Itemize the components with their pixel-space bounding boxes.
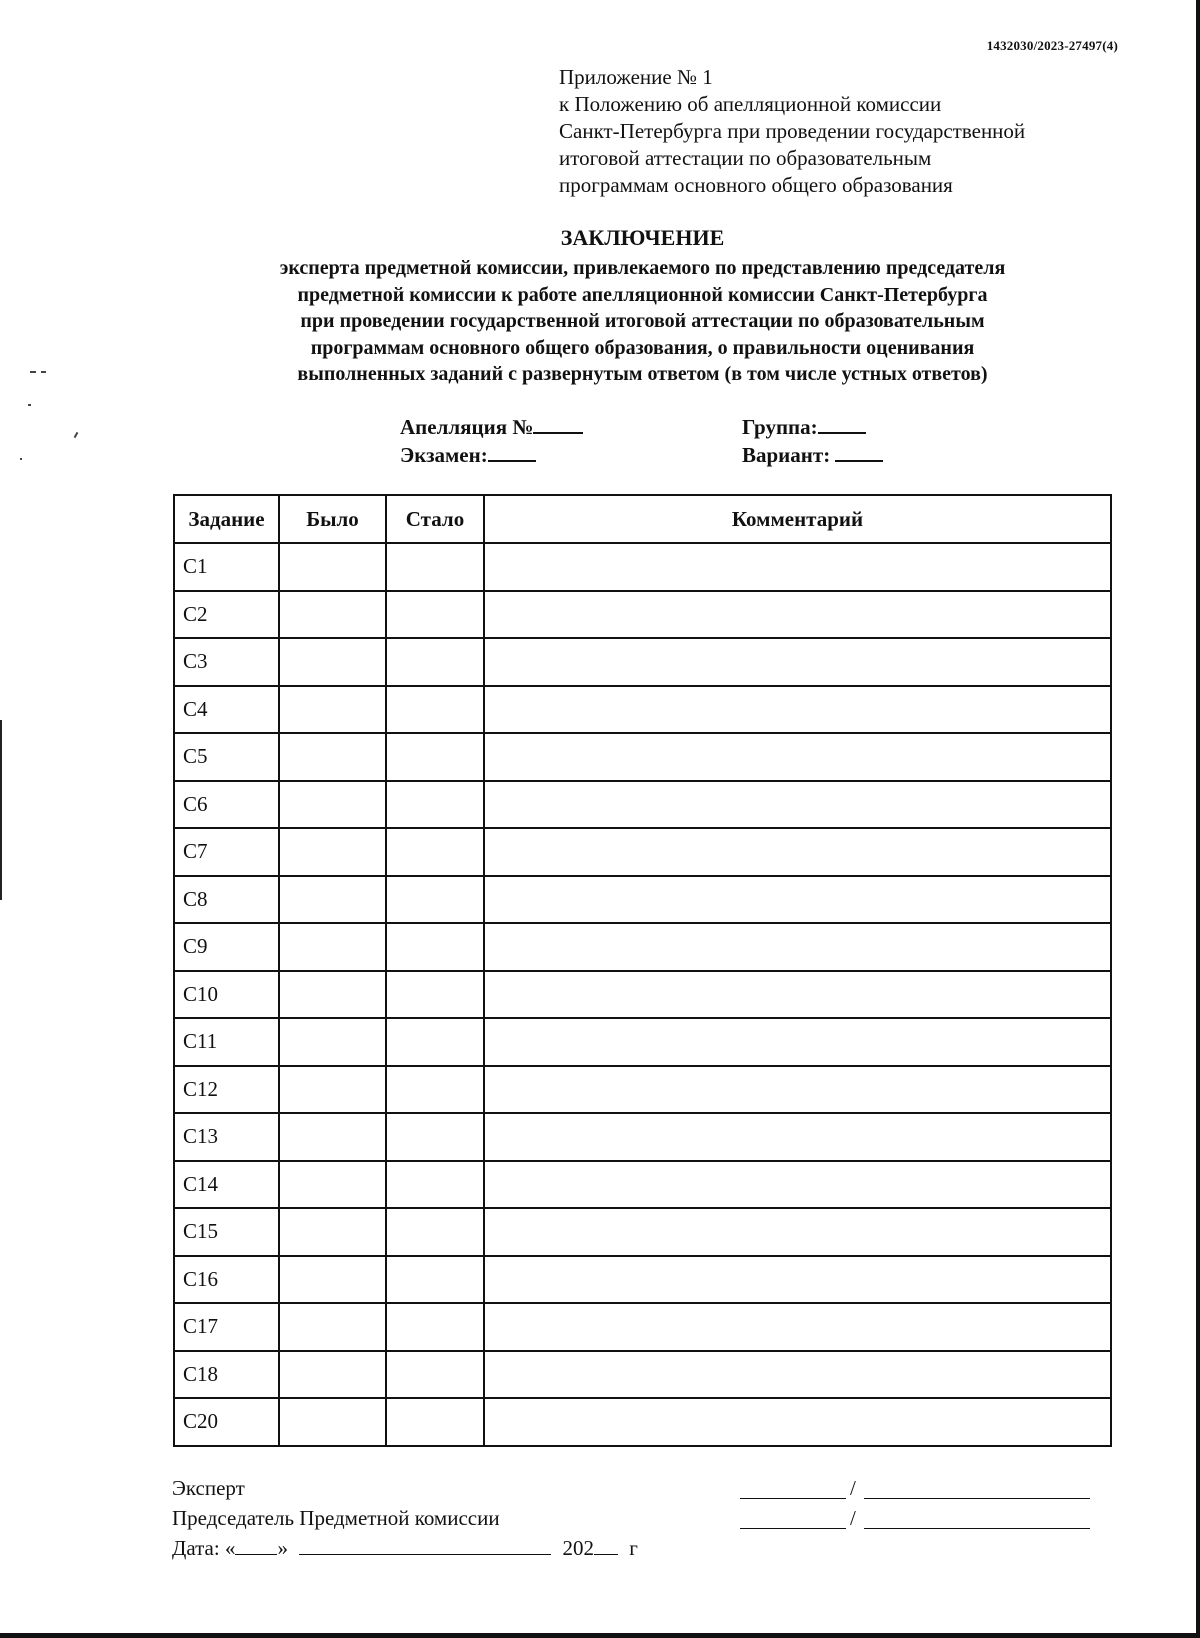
- chairman-label: Председатель Предметной комиссии: [172, 1506, 500, 1530]
- table-row: [174, 923, 1111, 971]
- became-score-cell[interactable]: [386, 686, 484, 734]
- date-label: Дата: «: [172, 1536, 236, 1560]
- task-cell: C18: [174, 1351, 279, 1399]
- became-score-cell[interactable]: [386, 923, 484, 971]
- table-row: [174, 1208, 1111, 1256]
- appendix-line: Приложение № 1: [559, 65, 713, 89]
- was-score-cell[interactable]: [279, 1256, 386, 1304]
- task-cell: C12: [174, 1066, 279, 1114]
- task-cell: C5: [174, 733, 279, 781]
- comment-cell[interactable]: [484, 733, 1111, 781]
- became-score-cell[interactable]: [386, 1208, 484, 1256]
- comment-cell[interactable]: [484, 1303, 1111, 1351]
- exam-field[interactable]: [400, 442, 536, 468]
- was-score-cell[interactable]: [279, 876, 386, 924]
- scan-speck: [28, 404, 31, 406]
- comment-cell[interactable]: [484, 686, 1111, 734]
- expert-label: Эксперт: [172, 1476, 245, 1500]
- became-score-cell[interactable]: [386, 543, 484, 591]
- expert-signature-line[interactable]: [740, 1498, 846, 1499]
- table-row: [174, 686, 1111, 734]
- chairman-signature-line[interactable]: [740, 1528, 846, 1529]
- comment-cell[interactable]: [484, 876, 1111, 924]
- comment-cell[interactable]: [484, 1256, 1111, 1304]
- became-score-cell[interactable]: [386, 733, 484, 781]
- scan-edge-left: [0, 720, 2, 900]
- was-score-cell[interactable]: [279, 923, 386, 971]
- was-score-cell[interactable]: [279, 1303, 386, 1351]
- was-score-cell[interactable]: [279, 1018, 386, 1066]
- date-year-prefix: 202: [562, 1536, 594, 1560]
- scan-speck: [74, 432, 79, 438]
- table-row: [174, 781, 1111, 829]
- became-score-cell[interactable]: [386, 876, 484, 924]
- table-row: [174, 1351, 1111, 1399]
- date-month-blank[interactable]: [299, 1538, 551, 1555]
- task-cell: C4: [174, 686, 279, 734]
- date-year-blank[interactable]: [594, 1538, 618, 1555]
- was-score-cell[interactable]: [279, 828, 386, 876]
- document-registration-number: 1432030/2023-27497(4): [986, 38, 1118, 53]
- became-score-cell[interactable]: [386, 591, 484, 639]
- task-cell: C9: [174, 923, 279, 971]
- comment-cell[interactable]: [484, 1398, 1111, 1446]
- group-blank[interactable]: [818, 414, 866, 434]
- table-row: [174, 591, 1111, 639]
- appeal-number-field[interactable]: [400, 414, 583, 440]
- became-score-cell[interactable]: [386, 1256, 484, 1304]
- scan-edge-bottom: [0, 1633, 1200, 1638]
- subtitle-line: эксперта предметной комиссии, привлекаемого по представлению председателя: [279, 257, 1006, 279]
- task-cell: C14: [174, 1161, 279, 1209]
- task-cell: C1: [174, 543, 279, 591]
- comment-cell[interactable]: [484, 1351, 1111, 1399]
- was-score-cell[interactable]: [279, 733, 386, 781]
- comment-cell[interactable]: [484, 971, 1111, 1019]
- comment-cell[interactable]: [484, 543, 1111, 591]
- table-row: [174, 1161, 1111, 1209]
- date-close-quote: »: [277, 1536, 288, 1560]
- became-score-cell[interactable]: [386, 1398, 484, 1446]
- table-row: [174, 1303, 1111, 1351]
- appendix-header: [559, 64, 1159, 199]
- was-score-cell[interactable]: [279, 1066, 386, 1114]
- column-header-was: Было: [279, 495, 386, 543]
- task-cell: C13: [174, 1113, 279, 1161]
- table-row: [174, 1066, 1111, 1114]
- comment-cell[interactable]: [484, 1208, 1111, 1256]
- expert-name-line[interactable]: [864, 1498, 1090, 1499]
- group-field[interactable]: [742, 414, 866, 440]
- table-row: [174, 1113, 1111, 1161]
- table-row: [174, 638, 1111, 686]
- was-score-cell[interactable]: [279, 1208, 386, 1256]
- was-score-cell[interactable]: [279, 1161, 386, 1209]
- group-label: Группа:: [742, 415, 818, 439]
- became-score-cell[interactable]: [386, 1303, 484, 1351]
- became-score-cell[interactable]: [386, 971, 484, 1019]
- became-score-cell[interactable]: [386, 781, 484, 829]
- chairman-name-line[interactable]: [864, 1528, 1090, 1529]
- comment-cell[interactable]: [484, 923, 1111, 971]
- appendix-line: итоговой аттестации по образовательным: [559, 146, 932, 170]
- was-score-cell[interactable]: [279, 591, 386, 639]
- table-row: [174, 1018, 1111, 1066]
- grading-table: [173, 494, 1112, 1447]
- document-title: ЗАКЛЮЧЕНИЕ: [560, 225, 725, 250]
- became-score-cell[interactable]: [386, 828, 484, 876]
- table-row: [174, 828, 1111, 876]
- comment-cell[interactable]: [484, 828, 1111, 876]
- was-score-cell[interactable]: [279, 1351, 386, 1399]
- comment-cell[interactable]: [484, 1161, 1111, 1209]
- task-cell: C16: [174, 1256, 279, 1304]
- appendix-line: программам основного общего образования: [559, 173, 953, 197]
- was-score-cell[interactable]: [279, 638, 386, 686]
- was-score-cell[interactable]: [279, 1113, 386, 1161]
- variant-blank[interactable]: [835, 442, 883, 462]
- table-row: [174, 1256, 1111, 1304]
- was-score-cell[interactable]: [279, 781, 386, 829]
- became-score-cell[interactable]: [386, 1113, 484, 1161]
- task-cell: C11: [174, 1018, 279, 1066]
- was-score-cell[interactable]: [279, 1398, 386, 1446]
- task-cell: C8: [174, 876, 279, 924]
- task-cell: C20: [174, 1398, 279, 1446]
- was-score-cell[interactable]: [279, 971, 386, 1019]
- task-cell: C17: [174, 1303, 279, 1351]
- comment-cell[interactable]: [484, 1018, 1111, 1066]
- column-header-became: Стало: [386, 495, 484, 543]
- exam-label: Экзамен:: [400, 443, 488, 467]
- became-score-cell[interactable]: [386, 1351, 484, 1399]
- appeal-number-blank[interactable]: [533, 414, 583, 434]
- task-cell: C3: [174, 638, 279, 686]
- exam-blank[interactable]: [488, 442, 536, 462]
- subtitle-line: предметной комиссии к работе апелляционной комиссии Санкт-Петербурга: [297, 283, 988, 306]
- task-cell: C15: [174, 1208, 279, 1256]
- was-score-cell[interactable]: [279, 543, 386, 591]
- date-year-suffix: г: [629, 1536, 638, 1560]
- table-row: [174, 971, 1111, 1019]
- date-line: [172, 1536, 638, 1561]
- comment-cell[interactable]: [484, 1066, 1111, 1114]
- appeal-number-label: Апелляция №: [400, 415, 534, 439]
- table-row: [174, 543, 1111, 591]
- variant-label: Вариант:: [742, 443, 831, 467]
- task-cell: C7: [174, 828, 279, 876]
- comment-cell[interactable]: [484, 1113, 1111, 1161]
- column-header-comment: Комментарий: [484, 495, 1111, 543]
- became-score-cell[interactable]: [386, 1066, 484, 1114]
- comment-cell[interactable]: [484, 781, 1111, 829]
- subtitle-line: программам основного общего образования, о правильности оценивания: [310, 336, 975, 359]
- became-score-cell[interactable]: [386, 1018, 484, 1066]
- became-score-cell[interactable]: [386, 1161, 484, 1209]
- appendix-line: Санкт-Петербурга при проведении государственной: [559, 119, 1026, 143]
- was-score-cell[interactable]: [279, 686, 386, 734]
- task-cell: C2: [174, 591, 279, 639]
- table-row: [174, 1398, 1111, 1446]
- appendix-line: к Положению об апелляционной комиссии: [559, 92, 942, 116]
- table-body: [174, 543, 1111, 1446]
- task-cell: C6: [174, 781, 279, 829]
- table-header-row: [174, 495, 1111, 543]
- expert-separator: /: [850, 1476, 856, 1500]
- variant-field[interactable]: [742, 442, 883, 468]
- column-header-task: Задание: [174, 495, 279, 543]
- subtitle-line: при проведении государственной итоговой аттестации по образовательным: [300, 310, 985, 332]
- scan-speck: [20, 458, 22, 460]
- table-row: [174, 733, 1111, 781]
- date-day-blank[interactable]: [235, 1538, 277, 1555]
- comment-cell[interactable]: [484, 638, 1111, 686]
- subtitle-line: выполненных заданий с развернутым ответом (в том числе устных ответов): [297, 363, 988, 385]
- table-row: [174, 876, 1111, 924]
- comment-cell[interactable]: [484, 591, 1111, 639]
- chairman-separator: /: [850, 1506, 856, 1530]
- became-score-cell[interactable]: [386, 638, 484, 686]
- document-subtitle: [0, 255, 1200, 388]
- task-cell: C10: [174, 971, 279, 1019]
